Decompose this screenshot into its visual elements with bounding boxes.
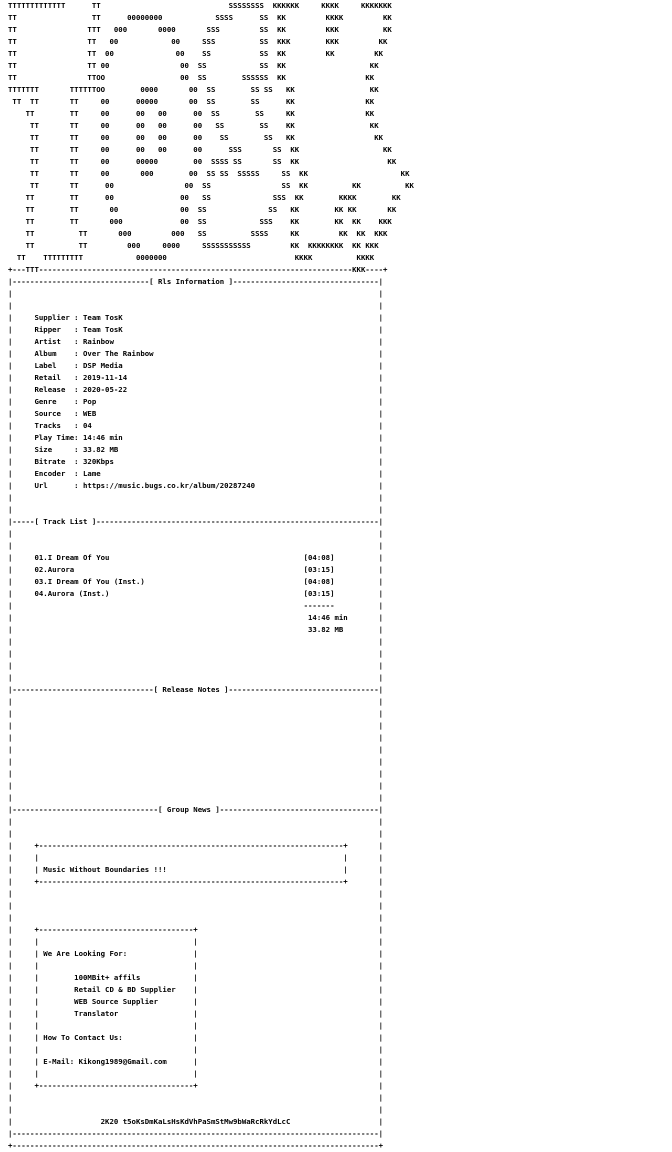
nfo-line: | |	[8, 889, 384, 898]
nfo-line: | |	[8, 901, 384, 910]
nfo-line: | 03.I Dream Of You (Inst.) [04:08] |	[8, 577, 384, 586]
nfo-line: | |	[8, 781, 384, 790]
nfo-line: TT TT 00 00 SS SSS KK KKKK KK	[8, 193, 401, 202]
nfo-line: | +---------------------------------------------------------------------+ |	[8, 841, 384, 850]
nfo-line: | |	[8, 1093, 384, 1102]
nfo-line: | |	[8, 697, 384, 706]
nfo-line: TT TT 00 00 SS SS KK KK KK KK	[8, 205, 397, 214]
nfo-line: | |	[8, 757, 384, 766]
nfo-line: | |	[8, 733, 384, 742]
nfo-line: TT TT 00 000 00 SS SS SSSSS SS KK KK	[8, 169, 410, 178]
nfo-line: | | We Are Looking For: | |	[8, 949, 384, 958]
nfo-line: TT TT 00000000 SSSS SS KK KKKK KK	[8, 13, 392, 22]
nfo-line: TT TT 000 000 SS SSSS KK KK KK KKK	[8, 229, 388, 238]
nfo-line: TT TT TT 00 00000 00 SS SS KK KK	[8, 97, 375, 106]
nfo-line: +---TTT-----------------------------------------------------------------------KKK----+	[8, 265, 388, 274]
nfo-line: | |	[8, 745, 384, 754]
nfo-line: TTTTTTT TTTTTTOO 0000 00 SS SS SS KK KK	[8, 85, 379, 94]
nfo-line: | |	[8, 721, 384, 730]
nfo-line: | |	[8, 649, 384, 658]
nfo-line: | Release : 2020-05-22 |	[8, 385, 384, 394]
nfo-line: TT TT 00 00 SS SS KK KK KK	[8, 49, 384, 58]
nfo-line: TT TT 00 00 SS SS KK KK KK	[8, 181, 414, 190]
nfo-line: | | 100MBit+ affils | |	[8, 973, 384, 982]
nfo-line: | |	[8, 793, 384, 802]
nfo-line: | Retail : 2019-11-14 |	[8, 373, 384, 382]
nfo-line: | | | |	[8, 1069, 384, 1078]
nfo-line: | Size : 33.82 MB |	[8, 445, 384, 454]
nfo-line: | Genre : Pop |	[8, 397, 384, 406]
nfo-line: | |	[8, 529, 384, 538]
nfo-line: | |	[8, 541, 384, 550]
nfo-line: | | How To Contact Us: | |	[8, 1033, 384, 1042]
nfo-line: | 33.82 MB |	[8, 625, 384, 634]
nfo-line: | 01.I Dream Of You [04:08] |	[8, 553, 384, 562]
nfo-line: | Label : DSP Media |	[8, 361, 384, 370]
nfo-line: | ------- |	[8, 601, 384, 610]
nfo-line: | | Music Without Boundaries !!! | |	[8, 865, 384, 874]
nfo-line: | Tracks : 04 |	[8, 421, 384, 430]
nfo-line: | | | |	[8, 961, 384, 970]
nfo-line: +-----------------------------------------------------------------------------------+	[8, 1141, 384, 1150]
nfo-line: | Source : WEB |	[8, 409, 384, 418]
nfo-line: TT TT 00 00 00 00 SS SS KK KK	[8, 121, 379, 130]
nfo-line: | |	[8, 1105, 384, 1114]
nfo-line: | |	[8, 661, 384, 670]
nfo-line: | Artist : Rainbow |	[8, 337, 384, 346]
nfo-line: | |	[8, 817, 384, 826]
nfo-line: | |	[8, 709, 384, 718]
nfo-line: TT TT 00 00 00 00 SS SS KK KK	[8, 109, 375, 118]
nfo-line: | | | |	[8, 937, 384, 946]
nfo-line: | | Retail CD & BD Supplier | |	[8, 985, 384, 994]
nfo-line: | | | |	[8, 1021, 384, 1030]
nfo-line: TT TT 00 00000 00 SSSS SS SS KK KK	[8, 157, 397, 166]
nfo-line: | | | |	[8, 853, 384, 862]
nfo-line: | |	[8, 769, 384, 778]
nfo-line: | |	[8, 301, 384, 310]
nfo-line: | 04.Aurora (Inst.) [03:15] |	[8, 589, 384, 598]
nfo-line: | +---------------------------------------------------------------------+ |	[8, 877, 384, 886]
nfo-line: | Supplier : Team TosK |	[8, 313, 384, 322]
nfo-line: | +-----------------------------------+ |	[8, 925, 384, 934]
nfo-line: |-------------------------------[ Rls Information ]---------------------------------|	[8, 277, 384, 286]
nfo-line: | Play Time: 14:46 min |	[8, 433, 384, 442]
nfo-line: TTTTTTTTTTTTT TT SSSSSSSS KKKKKK KKKK KKKKKKK	[8, 1, 392, 10]
nfo-line: | 14:46 min |	[8, 613, 384, 622]
nfo-line: | 02.Aurora [03:15] |	[8, 565, 384, 574]
nfo-line: | | WEB Source Supplier | |	[8, 997, 384, 1006]
nfo-line: | |	[8, 637, 384, 646]
nfo-line: | Url : https://music.bugs.co.kr/album/20287240 |	[8, 481, 384, 490]
nfo-line: | |	[8, 289, 384, 298]
nfo-line: | | Translator | |	[8, 1009, 384, 1018]
nfo-line: | Ripper : Team TosK |	[8, 325, 384, 334]
nfo-line: |--------------------------------[ Release Notes ]----------------------------------|	[8, 685, 384, 694]
nfo-line: | Album : Over The Rainbow |	[8, 349, 384, 358]
nfo-line: | |	[8, 673, 384, 682]
nfo-line: | |	[8, 505, 384, 514]
nfo-line: TT TT 00 00 SS SS KK KK	[8, 61, 379, 70]
nfo-line: TT TTOO 00 SS SSSSSS KK KK	[8, 73, 375, 82]
nfo-line: | | E-Mail: Kikong1989@Gmail.com | |	[8, 1057, 384, 1066]
nfo-line: TT TT 00 00 00 00 SSS SS KK KK	[8, 145, 392, 154]
nfo-line: | | | |	[8, 1045, 384, 1054]
nfo-line: TT TTTTTTTTT 0000000 KKKK KKKK	[8, 253, 375, 262]
nfo-line: | |	[8, 829, 384, 838]
nfo-line: | Bitrate : 320Kbps |	[8, 457, 384, 466]
nfo-line: | |	[8, 913, 384, 922]
nfo-line: TT TT 000 00 SS SSS KK KK KK KKK	[8, 217, 392, 226]
nfo-line: | 2K20 t5oKsDmKaLsHsKdVhPaSmStMw9bWaRcRkYdLcC |	[8, 1117, 384, 1126]
nfo-line: TT TT 00 00 SSS SS KKK KKK KK	[8, 37, 388, 46]
nfo-line: |-----[ Track List ]----------------------------------------------------------------|	[8, 517, 384, 526]
nfo-line: TT TT 000 0000 SSSSSSSSSSS KK KKKKKKKK KK KKK	[8, 241, 379, 250]
nfo-line: |---------------------------------[ Group News ]------------------------------------|	[8, 805, 384, 814]
nfo-line: | +-----------------------------------+ |	[8, 1081, 384, 1090]
nfo-line: |-----------------------------------------------------------------------------------|	[8, 1129, 384, 1138]
nfo-line: TT TT 00 00 00 00 SS SS KK KK	[8, 133, 384, 142]
nfo-line: | |	[8, 493, 384, 502]
nfo-line: TT TTT 000 0000 SSS SS KK KKK KK	[8, 25, 392, 34]
nfo-line: | Encoder : Lame |	[8, 469, 384, 478]
